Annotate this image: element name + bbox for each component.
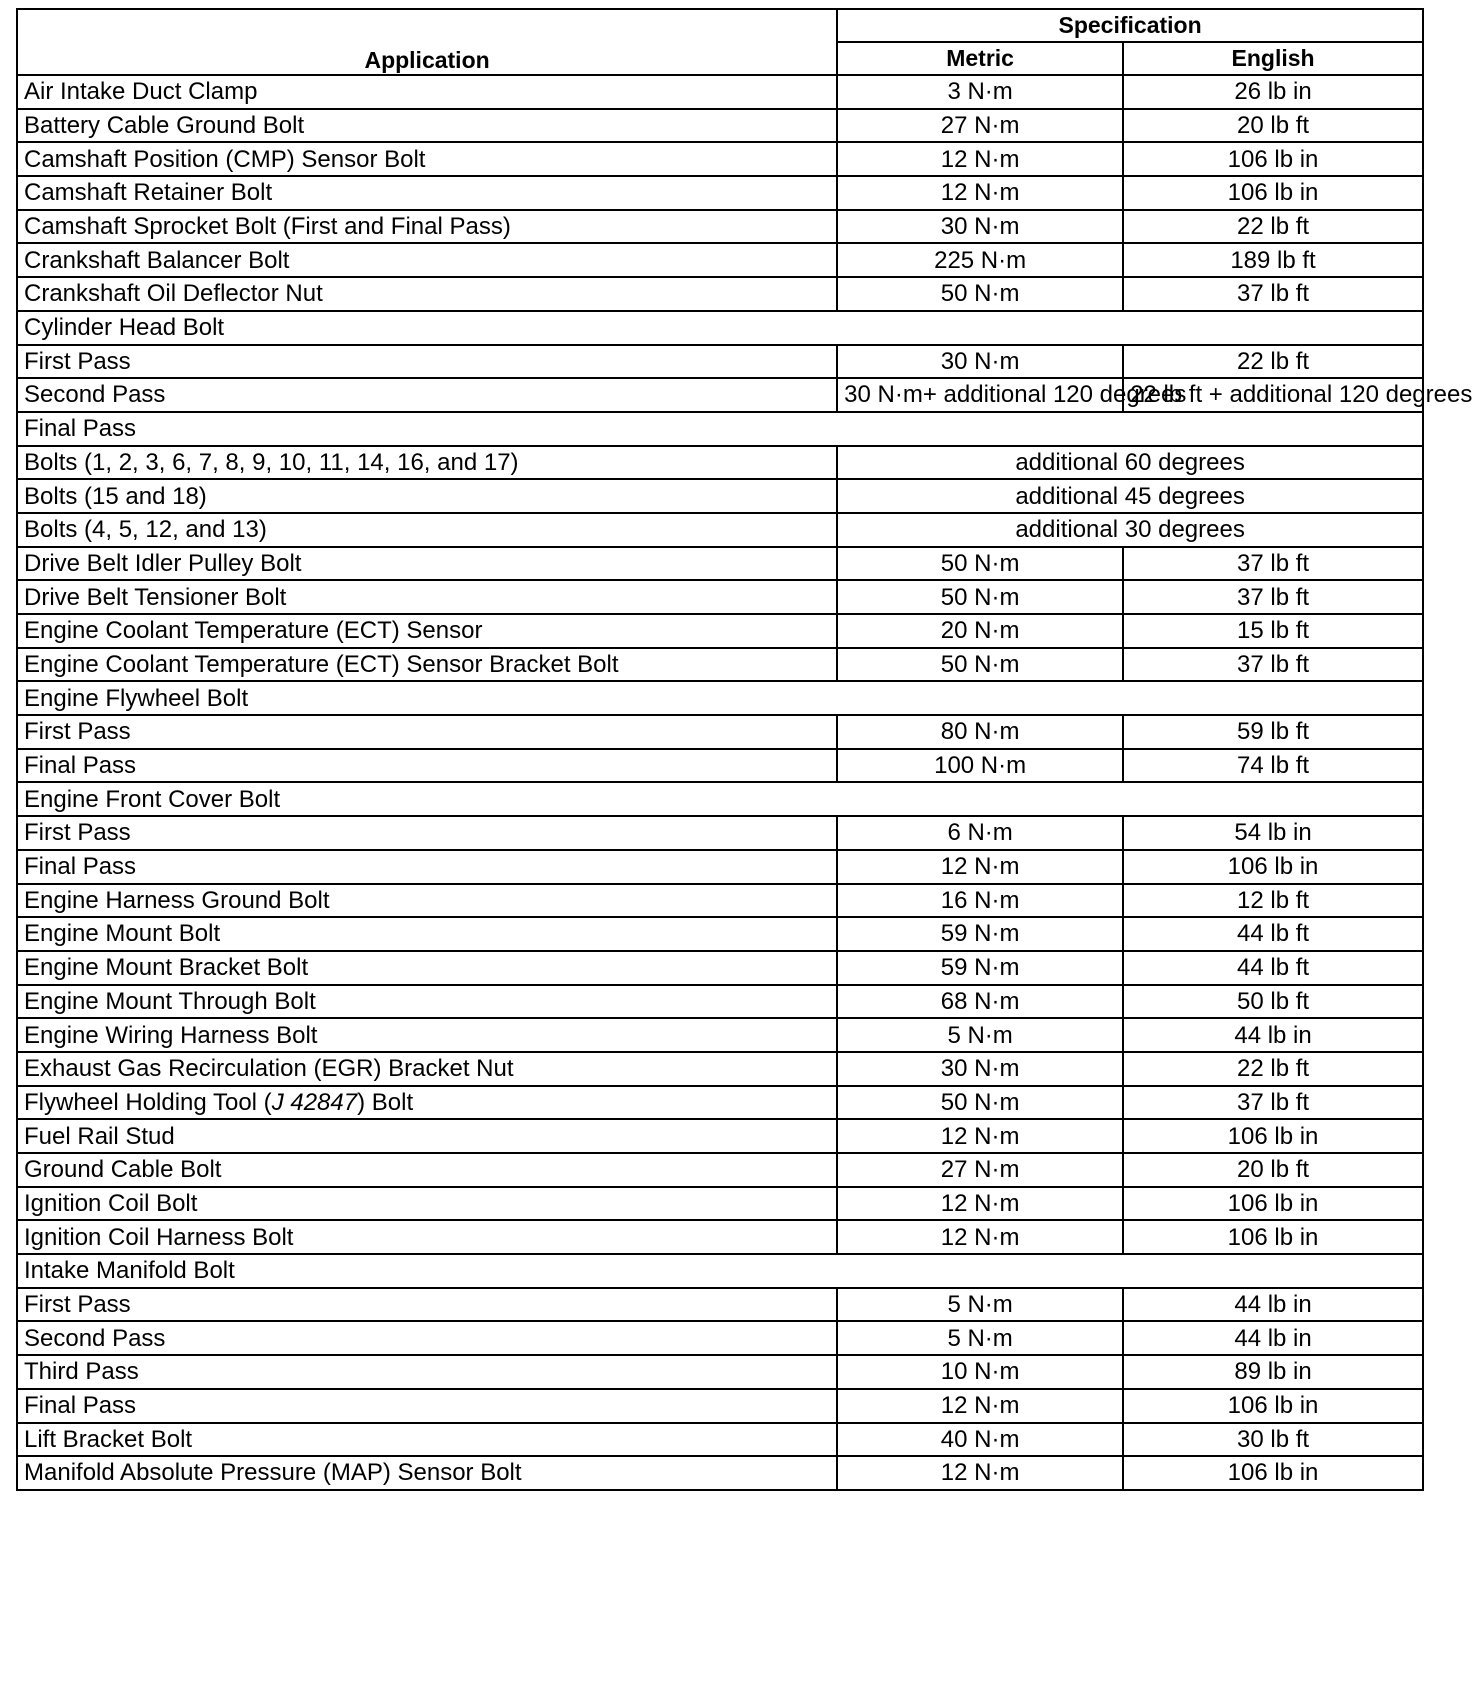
english-cell: 189 lb ft	[1123, 243, 1423, 277]
table-row	[17, 715, 1423, 749]
english-cell: 59 lb ft	[1123, 715, 1423, 749]
table-row	[17, 1119, 1423, 1153]
metric-cell: 50 N·m	[837, 648, 1123, 682]
application-cell: Exhaust Gas Recirculation (EGR) Bracket Nut	[17, 1052, 837, 1086]
metric-cell: 5 N·m	[837, 1018, 1123, 1052]
group-row	[17, 311, 1423, 345]
table-row	[17, 1153, 1423, 1187]
application-cell: Second Pass	[17, 378, 837, 412]
table-row	[17, 917, 1423, 951]
application-cell: Lift Bracket Bolt	[17, 1423, 837, 1457]
metric-cell: 30 N·m	[837, 1052, 1123, 1086]
application-cell: Third Pass	[17, 1355, 837, 1389]
group-heading-cell: Engine Flywheel Bolt	[17, 681, 1423, 715]
metric-cell: 50 N·m	[837, 580, 1123, 614]
torque-spec-table	[16, 8, 1472, 1491]
application-cell: First Pass	[17, 1288, 837, 1322]
table-row	[17, 277, 1423, 311]
table-row	[17, 1052, 1423, 1086]
combined-spec-cell: additional 60 degrees	[837, 446, 1423, 480]
group-heading-cell: Engine Front Cover Bolt	[17, 782, 1423, 816]
metric-cell: 59 N·m	[837, 951, 1123, 985]
group-heading-cell: Final Pass	[17, 412, 1423, 446]
english-cell: 12 lb ft	[1123, 884, 1423, 918]
metric-cell: 59 N·m	[837, 917, 1123, 951]
english-cell: 106 lb in	[1123, 1119, 1423, 1153]
application-header: Application	[17, 9, 837, 75]
application-cell: Final Pass	[17, 850, 837, 884]
english-cell: 106 lb in	[1123, 850, 1423, 884]
application-cell: Bolts (15 and 18)	[17, 479, 837, 513]
table-row	[17, 243, 1423, 277]
english-cell: 44 lb in	[1123, 1018, 1423, 1052]
table-row	[17, 1423, 1423, 1457]
metric-cell: 12 N·m	[837, 850, 1123, 884]
application-cell: Ground Cable Bolt	[17, 1153, 837, 1187]
metric-cell: 12 N·m	[837, 1187, 1123, 1221]
english-cell: 37 lb ft	[1123, 580, 1423, 614]
table-row	[17, 985, 1423, 1019]
application-cell: Fuel Rail Stud	[17, 1119, 837, 1153]
english-cell: 22 lb ft	[1123, 210, 1423, 244]
metric-cell: 16 N·m	[837, 884, 1123, 918]
table-row	[17, 614, 1423, 648]
metric-cell: 40 N·m	[837, 1423, 1123, 1457]
english-cell: 106 lb in	[1123, 1187, 1423, 1221]
english-cell: 37 lb ft	[1123, 1086, 1423, 1120]
english-cell: 106 lb in	[1123, 142, 1423, 176]
table-row	[17, 1187, 1423, 1221]
application-suffix: ) Bolt	[357, 1088, 414, 1116]
english-header: English	[1123, 42, 1423, 75]
table-row	[17, 648, 1423, 682]
application-cell: Engine Coolant Temperature (ECT) Sensor Bracket Bolt	[17, 648, 837, 682]
metric-cell: 3 N·m	[837, 75, 1123, 109]
metric-cell: 50 N·m	[837, 547, 1123, 581]
specification-header: Specification	[837, 9, 1423, 42]
table-row	[17, 513, 1423, 547]
application-cell: Drive Belt Idler Pulley Bolt	[17, 547, 837, 581]
metric-cell: 20 N·m	[837, 614, 1123, 648]
table-row	[17, 210, 1423, 244]
english-cell: 20 lb ft	[1123, 1153, 1423, 1187]
application-cell	[17, 1086, 837, 1120]
application-cell: Camshaft Sprocket Bolt (First and Final Pass)	[17, 210, 837, 244]
application-cell: Air Intake Duct Clamp	[17, 75, 837, 109]
english-cell: 20 lb ft	[1123, 109, 1423, 143]
application-cell: Drive Belt Tensioner Bolt	[17, 580, 837, 614]
application-cell: Engine Harness Ground Bolt	[17, 884, 837, 918]
english-cell: 89 lb in	[1123, 1355, 1423, 1389]
metric-cell: 30 N·m+ additional 120 degrees	[837, 378, 1123, 412]
application-cell: Crankshaft Balancer Bolt	[17, 243, 837, 277]
english-cell: 30 lb ft	[1123, 1423, 1423, 1457]
english-cell: 15 lb ft	[1123, 614, 1423, 648]
metric-cell: 27 N·m	[837, 1153, 1123, 1187]
table-row	[17, 142, 1423, 176]
application-cell: Battery Cable Ground Bolt	[17, 109, 837, 143]
metric-cell: 50 N·m	[837, 277, 1123, 311]
table-row	[17, 1288, 1423, 1322]
metric-cell: 50 N·m	[837, 1086, 1123, 1120]
english-cell: 106 lb in	[1123, 176, 1423, 210]
table-row	[17, 1456, 1423, 1490]
application-cell: Engine Mount Through Bolt	[17, 985, 837, 1019]
application-cell: Final Pass	[17, 749, 837, 783]
combined-spec-cell: additional 30 degrees	[837, 513, 1423, 547]
application-cell: Final Pass	[17, 1389, 837, 1423]
metric-cell: 30 N·m	[837, 210, 1123, 244]
metric-cell: 12 N·m	[837, 1456, 1123, 1490]
table-row	[17, 580, 1423, 614]
application-cell: Crankshaft Oil Deflector Nut	[17, 277, 837, 311]
english-cell: 37 lb ft	[1123, 547, 1423, 581]
application-cell: Engine Coolant Temperature (ECT) Sensor	[17, 614, 837, 648]
table-row	[17, 75, 1423, 109]
application-cell: Second Pass	[17, 1321, 837, 1355]
metric-cell: 30 N·m	[837, 345, 1123, 379]
application-cell: Ignition Coil Harness Bolt	[17, 1220, 837, 1254]
metric-cell: 80 N·m	[837, 715, 1123, 749]
english-cell: 22 lb ft	[1123, 1052, 1423, 1086]
english-cell: 37 lb ft	[1123, 277, 1423, 311]
table-row	[17, 850, 1423, 884]
table-row	[17, 1389, 1423, 1423]
group-heading-cell: Cylinder Head Bolt	[17, 311, 1423, 345]
application-cell: Camshaft Retainer Bolt	[17, 176, 837, 210]
table-row	[17, 1018, 1423, 1052]
metric-cell: 6 N·m	[837, 816, 1123, 850]
metric-cell: 100 N·m	[837, 749, 1123, 783]
application-text: Flywheel Holding Tool (	[24, 1088, 272, 1116]
application-cell: First Pass	[17, 345, 837, 379]
metric-cell: 12 N·m	[837, 142, 1123, 176]
table-row	[17, 109, 1423, 143]
combined-spec-cell: additional 45 degrees	[837, 479, 1423, 513]
application-cell: First Pass	[17, 816, 837, 850]
table-row	[17, 547, 1423, 581]
application-cell: Manifold Absolute Pressure (MAP) Sensor Bolt	[17, 1456, 837, 1490]
metric-cell: 12 N·m	[837, 1389, 1123, 1423]
metric-cell: 12 N·m	[837, 1119, 1123, 1153]
application-cell: Engine Mount Bracket Bolt	[17, 951, 837, 985]
table-row	[17, 749, 1423, 783]
application-cell: Engine Wiring Harness Bolt	[17, 1018, 837, 1052]
english-cell: 106 lb in	[1123, 1389, 1423, 1423]
english-cell: 44 lb ft	[1123, 917, 1423, 951]
metric-cell: 12 N·m	[837, 1220, 1123, 1254]
table-row	[17, 1086, 1423, 1120]
metric-cell: 5 N·m	[837, 1288, 1123, 1322]
metric-cell: 10 N·m	[837, 1355, 1123, 1389]
english-cell: 44 lb in	[1123, 1288, 1423, 1322]
metric-header: Metric	[837, 42, 1123, 75]
english-cell: 44 lb ft	[1123, 951, 1423, 985]
table-row	[17, 1321, 1423, 1355]
table-row	[17, 816, 1423, 850]
application-cell: First Pass	[17, 715, 837, 749]
table-row	[17, 951, 1423, 985]
group-row	[17, 412, 1423, 446]
english-cell: 22 lb ft + additional 120 degrees	[1123, 378, 1423, 412]
english-cell: 44 lb in	[1123, 1321, 1423, 1355]
application-cell: Camshaft Position (CMP) Sensor Bolt	[17, 142, 837, 176]
english-cell: 22 lb ft	[1123, 345, 1423, 379]
english-cell: 26 lb in	[1123, 75, 1423, 109]
table-row	[17, 378, 1423, 412]
table-row	[17, 176, 1423, 210]
application-cell: Bolts (4, 5, 12, and 13)	[17, 513, 837, 547]
group-heading-cell: Intake Manifold Bolt	[17, 1254, 1423, 1288]
table-row	[17, 345, 1423, 379]
metric-cell: 68 N·m	[837, 985, 1123, 1019]
group-row	[17, 1254, 1423, 1288]
english-cell: 106 lb in	[1123, 1220, 1423, 1254]
table-row	[17, 1220, 1423, 1254]
english-cell: 74 lb ft	[1123, 749, 1423, 783]
metric-cell: 27 N·m	[837, 109, 1123, 143]
application-cell: Bolts (1, 2, 3, 6, 7, 8, 9, 10, 11, 14, 16, and 17)	[17, 446, 837, 480]
english-cell: 54 lb in	[1123, 816, 1423, 850]
table-row	[17, 884, 1423, 918]
metric-cell: 5 N·m	[837, 1321, 1123, 1355]
table-row	[17, 1355, 1423, 1389]
table-row	[17, 446, 1423, 480]
english-cell: 37 lb ft	[1123, 648, 1423, 682]
english-cell: 50 lb ft	[1123, 985, 1423, 1019]
metric-cell: 225 N·m	[837, 243, 1123, 277]
application-cell: Ignition Coil Bolt	[17, 1187, 837, 1221]
group-row	[17, 681, 1423, 715]
english-cell: 106 lb in	[1123, 1456, 1423, 1490]
metric-cell: 12 N·m	[837, 176, 1123, 210]
application-cell: Engine Mount Bolt	[17, 917, 837, 951]
group-row	[17, 782, 1423, 816]
tool-number: J 42847	[271, 1088, 358, 1116]
table-row	[17, 479, 1423, 513]
